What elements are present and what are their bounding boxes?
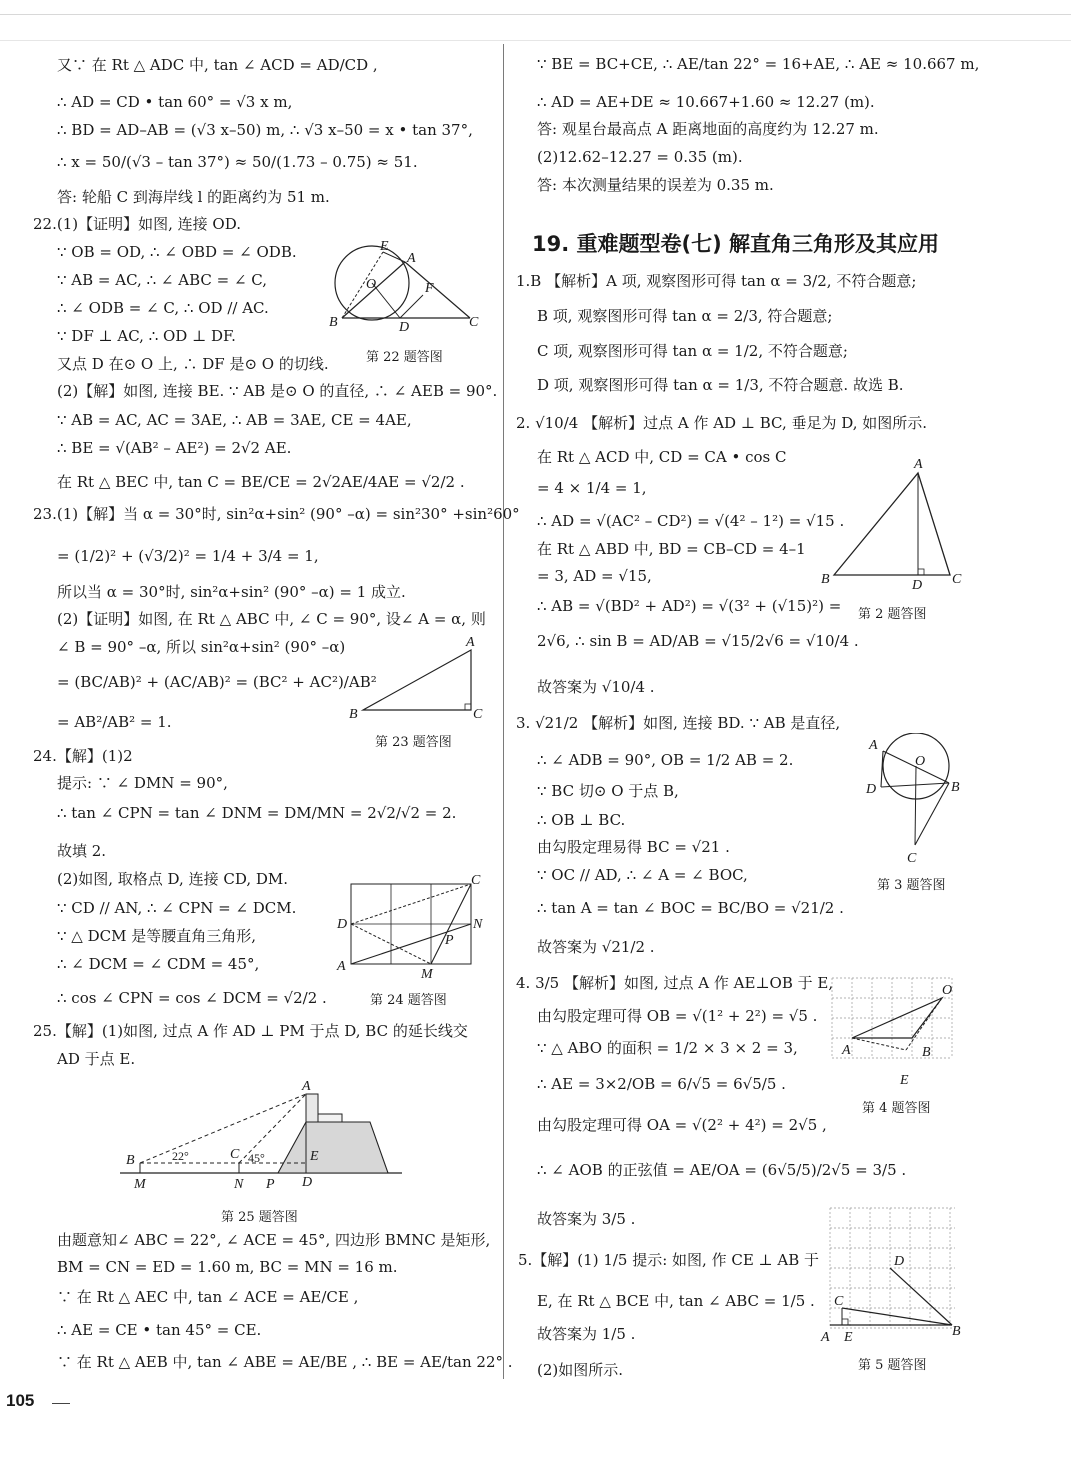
- text-line: BM = CN = ED = 1.60 m, BC = MN = 16 m.: [57, 1258, 398, 1276]
- fig22-label: F: [425, 281, 434, 296]
- column-divider: [503, 44, 504, 1379]
- fig24-label: D: [337, 917, 348, 932]
- fig4-label: B: [922, 1045, 931, 1060]
- text-line: 故答案为 1/5 .: [537, 1325, 636, 1343]
- fig23-label: A: [466, 635, 475, 650]
- text-line: 5.【解】(1) 1/5 提示: 如图, 作 CE ⊥ AB 于: [518, 1251, 820, 1269]
- fig25-label: N: [234, 1177, 244, 1192]
- text-line: ∴ AD = AE+DE ≈ 10.667+1.60 ≈ 12.27 (m).: [537, 93, 875, 111]
- text-line: 23.(1)【解】当 α = 30°时, sin²α+sin² (90° –α) = sin²30° +sin²60°: [33, 505, 520, 523]
- text-line: 答: 轮船 C 到海岸线 l 的距离约为 51 m.: [57, 188, 330, 206]
- fig25-label: 45°: [248, 1151, 265, 1165]
- fig25-caption: 第 25 题答图: [221, 1210, 298, 1225]
- fig4-label: O: [942, 983, 953, 998]
- figure-4: [822, 968, 970, 1090]
- fig22-label: A: [407, 251, 416, 266]
- text-line: ∴ AB = √(BD² + AD²) = √(3² + (√15)²) =: [537, 597, 842, 615]
- fig22-label: O: [366, 277, 377, 292]
- fig23-label: C: [473, 707, 483, 722]
- fig2-label: B: [821, 572, 830, 587]
- fig23-label: B: [349, 707, 358, 722]
- text-line: 故答案为 √21/2 .: [537, 938, 655, 956]
- text-line: = AB²/AB² = 1.: [57, 713, 172, 731]
- text-line: ∴ BE = √(AB² – AE²) = 2√2 AE.: [57, 439, 292, 457]
- text-line: ∵ OC // AD, ∴ ∠ A = ∠ BOC,: [537, 866, 748, 884]
- fig25-label: E: [310, 1149, 319, 1164]
- fig4-label: A: [842, 1043, 851, 1058]
- figure-23: [345, 632, 490, 724]
- text-line: ∴ cos ∠ CPN = cos ∠ DCM = √2/2 .: [57, 989, 327, 1007]
- text-line: ∴ AD = √(AC² – CD²) = √(4² – 1²) = √15 .: [537, 512, 845, 530]
- text-line: ∵ DF ⊥ AC, ∴ OD ⊥ DF.: [57, 327, 236, 345]
- text-line: 2√6, ∴ sin B = AD/AB = √15/2√6 = √10/4 .: [537, 632, 859, 650]
- text-line: ∵ BE = BC+CE, ∴ AE/tan 22° = 16+AE, ∴ AE ≈ 10.667 m,: [537, 55, 980, 73]
- fig24-label: M: [421, 967, 433, 982]
- fig22-label: D: [399, 320, 410, 335]
- figure-5: [818, 1203, 970, 1343]
- text-line: (2)【证明】如图, 在 Rt △ ABC 中, ∠ C = 90°, 设∠ A = α, 则: [57, 610, 486, 628]
- fig22-label: E: [380, 239, 389, 254]
- fig3-label: A: [869, 738, 878, 753]
- text-line: E, 在 Rt △ BCE 中, tan ∠ ABC = 1/5 .: [537, 1292, 815, 1310]
- text-line: 由题意知∠ ABC = 22°, ∠ ACE = 45°, 四边形 BMNC 是矩形,: [57, 1231, 491, 1249]
- fig3-caption: 第 3 题答图: [877, 878, 946, 893]
- fig24-label: C: [471, 873, 481, 888]
- section-title: 19. 重难题型卷(七) 解直角三角形及其应用: [532, 232, 940, 256]
- text-line: 在 Rt △ ABD 中, BD = CB–CD = 4–1: [537, 540, 806, 558]
- fig2-caption: 第 2 题答图: [858, 607, 927, 622]
- fig5-label: E: [844, 1330, 853, 1343]
- fig5-label: B: [952, 1324, 961, 1339]
- fig3-label: C: [907, 851, 917, 866]
- fig3-label: O: [915, 754, 926, 769]
- fig22-caption: 第 22 题答图: [366, 350, 443, 365]
- fig25-label: D: [302, 1175, 313, 1190]
- text-line: = (BC/AB)² + (AC/AB)² = (BC² + AC²)/AB²: [57, 673, 377, 691]
- text-line: 3. √21/2 【解析】如图, 连接 BD. ∵ AB 是直径,: [516, 714, 841, 732]
- fig3-label: D: [866, 782, 877, 797]
- text-line: 又点 D 在⊙ O 上, ∴ DF 是⊙ O 的切线.: [57, 355, 329, 373]
- text-line: 4. 3/5 【解析】如图, 过点 A 作 AE⊥OB 于 E,: [516, 974, 834, 992]
- text-line: C 项, 观察图形可得 tan α = 1/2, 不符合题意;: [537, 342, 848, 360]
- text-line: ∴ OB ⊥ BC.: [537, 811, 626, 829]
- fig2-label: A: [914, 457, 923, 472]
- text-line: ∵ △ ABO 的面积 = 1/2 × 3 × 2 = 3,: [537, 1039, 798, 1057]
- text-line: 故填 2.: [57, 842, 107, 860]
- text-line: ∴ AD = CD • tan 60° = √3 x m,: [57, 93, 293, 111]
- fig5-label: D: [894, 1254, 905, 1269]
- text-line: ∴ ∠ ADB = 90°, OB = 1/2 AB = 2.: [537, 751, 794, 769]
- text-line: 在 Rt △ BEC 中, tan C = BE/CE = 2√2AE/4AE = √2/2 .: [57, 473, 465, 491]
- text-line: D 项, 观察图形可得 tan α = 1/3, 不符合题意. 故选 B.: [537, 376, 904, 394]
- text-line: 25.【解】(1)如图, 过点 A 作 AD ⊥ PM 于点 D, BC 的延长线交: [33, 1022, 468, 1040]
- fig25-label: M: [134, 1177, 146, 1192]
- text-line: 又∵ 在 Rt △ ADC 中, tan ∠ ACD = AD/CD ,: [57, 56, 378, 74]
- fig25-label: A: [302, 1079, 311, 1094]
- figure-22: [325, 238, 485, 336]
- fig2-label: D: [912, 578, 923, 591]
- text-line: 故答案为 √10/4 .: [537, 678, 655, 696]
- text-line: 所以当 α = 30°时, sin²α+sin² (90° –α) = 1 成立.: [57, 583, 406, 601]
- fig2-label: C: [952, 572, 962, 587]
- text-line: ∵ 在 Rt △ AEB 中, tan ∠ ABE = AE/BE , ∴ BE = AE/tan 22° .: [57, 1353, 513, 1371]
- text-line: = 4 × 1/4 = 1,: [537, 479, 647, 497]
- text-line: ∵ AB = AC, ∴ ∠ ABC = ∠ C,: [57, 271, 267, 289]
- fig25-label: 22°: [172, 1149, 189, 1163]
- text-line: 由勾股定理易得 BC = √21 .: [537, 838, 730, 856]
- top-rule-2: [0, 40, 1071, 41]
- page-number-dash: [52, 1403, 70, 1404]
- text-line: = 3, AD = √15,: [537, 567, 652, 585]
- text-line: 在 Rt △ ACD 中, CD = CA • cos C: [537, 448, 787, 466]
- text-line: ∵ CD // AN, ∴ ∠ CPN = ∠ DCM.: [57, 899, 297, 917]
- text-line: 2. √10/4 【解析】过点 A 作 AD ⊥ BC, 垂足为 D, 如图所示.: [516, 414, 928, 432]
- fig24-label: A: [337, 959, 346, 974]
- text-line: ∴ tan A = tan ∠ BOC = BC/BO = √21/2 .: [537, 899, 844, 917]
- text-line: ∵ OB = OD, ∴ ∠ OBD = ∠ ODB.: [57, 243, 297, 261]
- text-line: (2)如图, 取格点 D, 连接 CD, DM.: [57, 870, 289, 888]
- fig25-label: P: [266, 1177, 275, 1192]
- figure-24: [333, 872, 493, 982]
- text-line: ∵ AB = AC, AC = 3AE, ∴ AB = 3AE, CE = 4AE,: [57, 411, 412, 429]
- text-line: ∴ x = 50/(√3 – tan 37°) ≈ 50/(1.73 – 0.75) ≈ 51.: [57, 153, 418, 171]
- text-line: 答: 本次测量结果的误差为 0.35 m.: [537, 176, 774, 194]
- text-line: 故答案为 3/5 .: [537, 1210, 636, 1228]
- text-line: 由勾股定理可得 OA = √(2² + 4²) = 2√5 ,: [537, 1116, 827, 1134]
- text-line: 由勾股定理可得 OB = √(1² + 2²) = √5 .: [537, 1007, 818, 1025]
- text-line: ∴ AE = 3×2/OB = 6/√5 = 6√5/5 .: [537, 1075, 786, 1093]
- text-line: (2)12.62–12.27 = 0.35 (m).: [537, 148, 743, 166]
- fig4-caption: 第 4 题答图: [862, 1101, 931, 1116]
- fig3-label: B: [951, 780, 960, 795]
- text-line: = (1/2)² + (√3/2)² = 1/4 + 3/4 = 1,: [57, 547, 319, 565]
- text-line: ∴ ∠ AOB 的正弦值 = AE/OA = (6√5/5)/2√5 = 3/5 .: [537, 1161, 907, 1179]
- text-line: ∠ B = 90° –α, 所以 sin²α+sin² (90° –α): [57, 638, 346, 656]
- text-line: ∵ △ DCM 是等腰直角三角形,: [57, 927, 257, 945]
- text-line: ∴ AE = CE • tan 45° = CE.: [57, 1321, 262, 1339]
- text-line: ∴ ∠ ODB = ∠ C, ∴ OD // AC.: [57, 299, 269, 317]
- fig4-label: E: [900, 1073, 909, 1088]
- fig25-label: C: [230, 1147, 240, 1162]
- figure-2: [818, 453, 968, 591]
- fig24-label: N: [473, 917, 483, 932]
- text-line: 答: 观星台最高点 A 距离地面的高度约为 12.27 m.: [537, 120, 879, 138]
- text-line: ∵ 在 Rt △ AEC 中, tan ∠ ACE = AE/CE ,: [57, 1288, 359, 1306]
- text-line: 22.(1)【证明】如图, 连接 OD.: [33, 215, 241, 233]
- fig5-caption: 第 5 题答图: [858, 1358, 927, 1373]
- text-line: 24.【解】(1)2: [33, 747, 133, 765]
- figure-25: [120, 1076, 405, 1196]
- text-line: 提示: ∵ ∠ DMN = 90°,: [57, 774, 228, 792]
- text-line: B 项, 观察图形可得 tan α = 2/3, 符合题意;: [537, 307, 833, 325]
- fig22-label: B: [329, 315, 338, 330]
- fig22-label: C: [469, 315, 479, 330]
- figure-3: [863, 733, 973, 868]
- fig5-label: A: [821, 1330, 830, 1343]
- fig25-label: B: [126, 1153, 135, 1168]
- text-line: 1.B 【解析】A 项, 观察图形可得 tan α = 3/2, 不符合题意;: [516, 272, 917, 290]
- fig23-caption: 第 23 题答图: [375, 735, 452, 750]
- text-line: (2)如图所示.: [537, 1361, 624, 1379]
- fig24-label: P: [445, 933, 454, 948]
- page-number: 105: [6, 1391, 35, 1410]
- text-line: ∴ tan ∠ CPN = tan ∠ DNM = DM/MN = 2√2/√2 = 2.: [57, 804, 457, 822]
- fig24-caption: 第 24 题答图: [370, 993, 447, 1008]
- text-line: AD 于点 E.: [57, 1050, 136, 1068]
- text-line: ∵ BC 切⊙ O 于点 B,: [537, 782, 679, 800]
- text-line: ∴ ∠ DCM = ∠ CDM = 45°,: [57, 955, 260, 973]
- top-rule: [0, 14, 1071, 15]
- fig5-label: C: [834, 1294, 844, 1309]
- text-line: ∴ BD = AD–AB = (√3 x–50) m, ∴ √3 x–50 = x • tan 37°,: [57, 121, 473, 139]
- text-line: (2)【解】如图, 连接 BE. ∵ AB 是⊙ O 的直径, ∴ ∠ AEB = 90°.: [57, 382, 498, 400]
